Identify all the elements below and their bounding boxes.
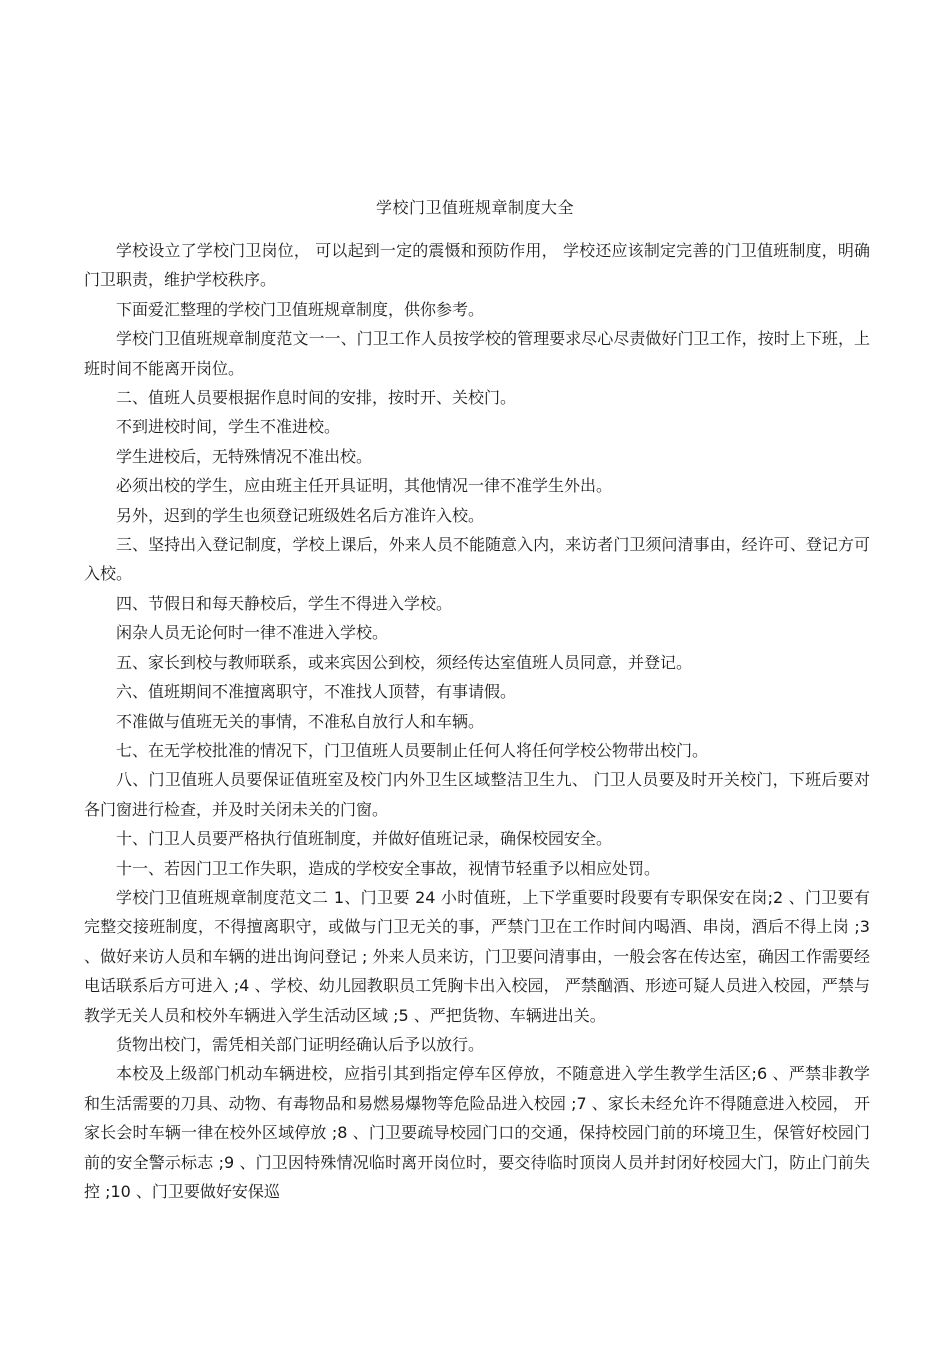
paragraph: 七、在无学校批准的情况下，门卫值班人员要制止任何人将任何学校公物带出校门。 <box>116 740 709 760</box>
paragraph: 闲杂人员无论何时一律不准进入学校。 <box>116 623 389 643</box>
paragraph: 不准做与值班无关的事情，不准私自放行人和车辆。 <box>116 711 485 731</box>
paragraph: 下面爱汇整理的学校门卫值班规章制度，供你参考。 <box>116 299 485 319</box>
paragraph: 学校门卫值班规章制度范文一一、门卫工作人员按学校的管理要求尽心尽责做好门卫工作，按时上下班，上班时间不能离开岗位。 <box>84 329 870 378</box>
paragraph: 五、家长到校与教师联系，或来宾因公到校，须经传达室值班人员同意，并登记。 <box>116 652 693 672</box>
paragraph: 货物出校门，需凭相关部门证明经确认后予以放行。 <box>116 1034 485 1054</box>
paragraph: 学校设立了学校门卫岗位， 可以起到一定的震慑和预防作用， 学校还应该制定完善的门卫值班制度，明确门卫职责，维护学校秩序。 <box>84 241 870 290</box>
paragraph: 本校及上级部门机动车辆进校，应指引其到指定停车区停放，不随意进入学生教学生活区;6 、严禁非教学和生活需要的刀具、动物、有毒物品和易燃易爆物等危险品进入校园 ;7 、家长未经允许不得随意进入校园， 开家长会时车辆一律在校外区域停放 ;8 、门卫要疏导校园门口的交通，保持校园门前的环境卫生，保管好校园门前的安全警示标志 ;9 、门卫因特殊情况临时离开岗位时，要交待临时顶岗人员并封闭好校园大门，防止门前失控 ;10 、门卫要做好安保巡 <box>84 1064 870 1201</box>
paragraph: 学生进校后，无特殊情况不准出校。 <box>116 446 373 466</box>
paragraph: 四、节假日和每天静校后，学生不得进入学校。 <box>116 593 453 613</box>
paragraph: 必须出校的学生，应由班主任开具证明，其他情况一律不准学生外出。 <box>116 476 613 496</box>
paragraph: 八、门卫值班人员要保证值班室及校门内外卫生区域整洁卫生九、 门卫人员要及时开关校门，下班后要对各门窗进行检查，并及时关闭未关的门窗。 <box>84 770 870 819</box>
paragraph: 六、值班期间不准擅离职守，不准找人顶替，有事请假。 <box>116 682 517 702</box>
paragraph: 学校门卫值班规章制度范文二 1、门卫要 24 小时值班，上下学重要时段要有专职保安在岗;2 、门卫要有完整交接班制度，不得擅离职守，或做与门卫无关的事，严禁门卫在工作时间内喝酒、串岗，酒后不得上岗 ;3 、做好来访人员和车辆的进出询问登记 ; 外来人员来访，门卫要问清事由，一般会客在传达室，确因工作需要经电话联系后方可进入 ;4 、学校、幼儿园教职员工凭胸卡出入校园， 严禁酗酒、形迹可疑人员进入校园，严禁与教学无关人员和校外车辆进入学生活动区域 ;5 、严把货物、车辆进出关。 <box>84 887 870 1025</box>
paragraph: 另外，迟到的学生也须登记班级姓名后方准许入校。 <box>116 505 485 525</box>
paragraph: 十、门卫人员要严格执行值班制度，并做好值班记录，确保校园安全。 <box>116 829 613 849</box>
paragraph: 不到进校时间，学生不准进校。 <box>116 417 341 437</box>
paragraph: 三、坚持出入登记制度，学校上课后，外来人员不能随意入内，来访者门卫须问清事由，经许可、登记方可入校。 <box>84 535 870 584</box>
document-body <box>84 236 870 1206</box>
document-title: 学校门卫值班规章制度大全 <box>375 198 574 217</box>
paragraph: 十一、若因门卫工作失职，造成的学校安全事故，视情节轻重予以相应处罚。 <box>116 858 661 878</box>
paragraph: 二、值班人员要根据作息时间的安排，按时开、关校门。 <box>116 388 517 408</box>
